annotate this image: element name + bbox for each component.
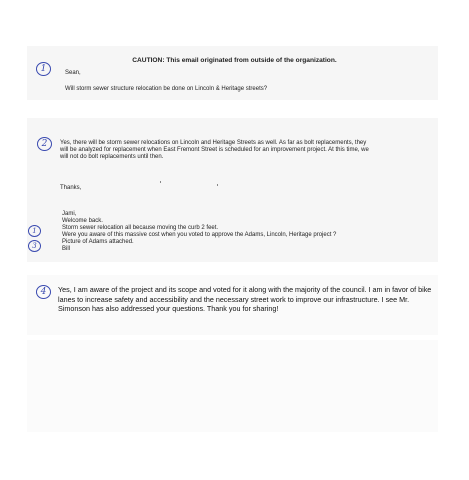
caution-label: CAUTION: [132, 57, 165, 64]
scan-speck [217, 184, 218, 186]
email2-signoff: Thanks, [60, 185, 82, 191]
email3-line: Bill [62, 246, 71, 252]
email3-line: Were you aware of this massive cost when you voted to approve the Adams, Lincoln, Heritage project ? [62, 232, 337, 238]
email1-question: Will storm sewer structure relocation be done on Lincoln & Heritage streets? [65, 86, 268, 92]
email3-line: Jami, [62, 211, 77, 217]
email1-greeting: Sean, [65, 70, 81, 76]
marker-2: 2 [37, 137, 52, 151]
email2-line2: will be analyzed for replacement when East Fremont Street is scheduled for an improvement project. At this time, we [60, 147, 369, 153]
blank-panel [27, 340, 438, 432]
email-panel-2 [27, 118, 438, 206]
marker-3: 3 [28, 240, 41, 252]
marker-4: 4 [36, 285, 51, 299]
council-response: Yes, I am aware of the project and its scope and voted for it along with the majority of the council. I am in favor of bike lanes to increase safety and accessibility and the necessary street work to improve our infrastructure. I see Mr. Simonson has also addressed your questions. Thank you for sharing! [58, 285, 432, 314]
marker-1b: 1 [28, 225, 41, 237]
scan-speck [160, 181, 161, 183]
email2-line1: Yes, there will be storm sewer relocations on Lincoln and Heritage Streets as well. As far as bolt replacements, they [60, 140, 367, 146]
email3-line: Welcome back. [62, 218, 103, 224]
caution-message: This email originated from outside of the organization. [164, 57, 337, 64]
caution-banner [0, 57, 469, 64]
marker-1: 1 [36, 62, 51, 76]
email3-line: Storm sewer relocation all because moving the curb 2 feet. [62, 225, 219, 231]
email2-line3: will not do bolt replacements until then. [60, 154, 164, 160]
email3-line: Picture of Adams attached. [62, 239, 134, 245]
